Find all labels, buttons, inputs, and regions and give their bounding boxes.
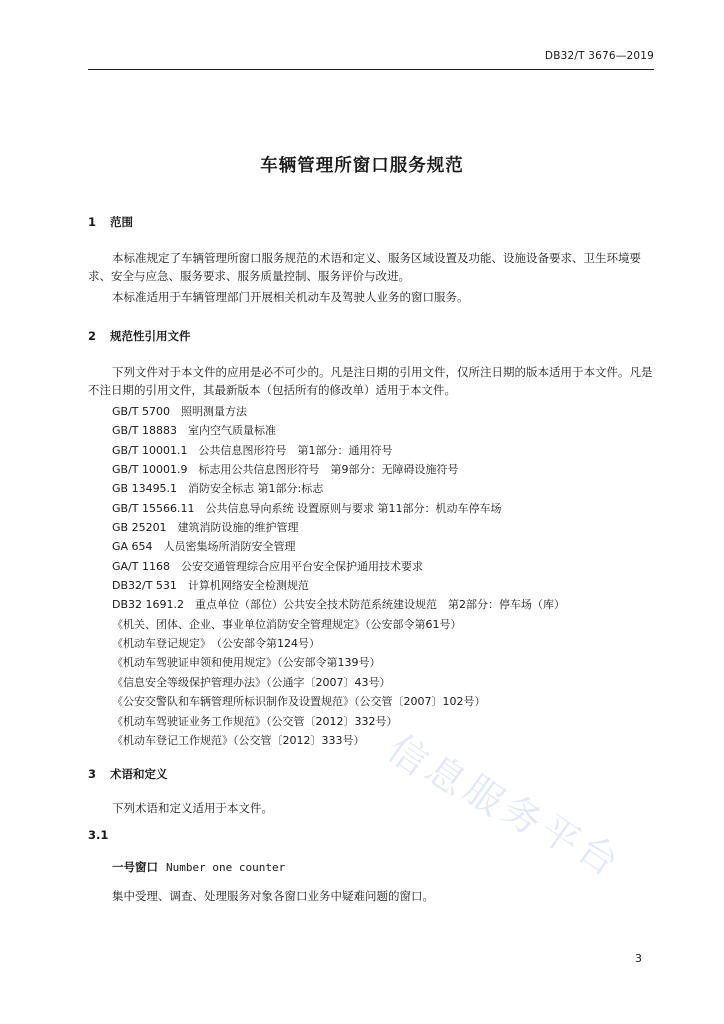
section-1-heading [88,214,133,230]
reference-item: GA 654 人员密集场所消防安全管理 [112,540,296,554]
watermark-glyph: 平 [531,806,589,865]
watermark-glyph: 务 [493,786,551,845]
section-1-paragraph-2: 本标准适用于车辆管理部门开展相关机动车及驾驶人业务的窗口服务。 [112,290,469,304]
term-english: Number one counter [166,861,286,874]
header-rule [88,69,654,70]
watermark-glyph: 信 [379,726,437,785]
reference-item: 《信息安全等级保护管理办法》（公通字〔2007〕43号） [112,675,391,689]
clause-number: 3.1 [88,828,109,842]
watermark-glyph: 台 [569,826,627,885]
watermark-glyph: 息 [417,746,475,805]
reference-item: 《机动车驾驶证业务工作规范》（公交管〔2012〕332号） [112,714,398,728]
reference-item: 《机动车驾驶证申领和使用规定》（公安部令第139号） [112,656,381,670]
reference-item: 《公安交警队和车辆管理所标识制作及设置规范》（公交管〔2007〕102号） [112,695,486,709]
reference-item: GB/T 10001.9 标志用公共信息图形符号 第9部分：无障碍设施符号 [112,463,459,477]
reference-item: GB/T 10001.1 公共信息图形符号 第1部分：通用符号 [112,443,393,457]
reference-item: GB/T 15566.11 公共信息导向系统 设置原则与要求 第11部分：机动车停车场 [112,501,502,515]
reference-item: 《机关、团体、企业、事业单位消防安全管理规定》（公安部令第61号） [112,617,462,631]
section-3-title: 术语和定义 [110,767,168,781]
watermark-glyph: 服 [455,766,513,825]
reference-item: GB 25201 建筑消防设施的维护管理 [112,521,299,535]
section-2-title: 规范性引用文件 [110,329,191,343]
section-2-intro: 下列文件对于本文件的应用是必不可少的。凡是注日期的引用文件，仅所注日期的版本适用于本文件。凡是不注日期的引用文件，其最新版本（包括所有的修改单）适用于本文件。 [88,365,653,397]
page-number: 3 [635,952,642,965]
section-1-paragraph-1: 本标准规定了车辆管理所窗口服务规范的术语和定义、服务区域设置及功能、设施设备要求、卫生环境要求、安全与应急、服务要求、服务质量控制、服务评价与改进。 [88,251,641,283]
reference-item: GA/T 1168 公安交通管理综合应用平台安全保护通用技术要求 [112,559,423,573]
section-2-heading [88,328,191,344]
reference-item: DB32/T 531 计算机网络安全检测规范 [112,579,309,593]
standard-code: DB32/T 3676—2019 [544,50,654,62]
normative-references-list [112,402,565,750]
document-title: 车辆管理所窗口服务规范 [260,156,464,176]
reference-item: DB32 1691.2 重点单位（部位）公共安全技术防范系统建设规范 第2部分：停车场（库） [112,598,565,612]
section-3-intro: 下列术语和定义适用于本文件。 [112,801,273,815]
term-definition: 集中受理、调查、处理服务对象各窗口业务中疑难问题的窗口。 [112,889,434,903]
reference-item: GB/T 18883 室内空气质量标准 [112,424,276,438]
term-heading [112,859,285,875]
term-chinese: 一号窗口 [112,860,158,874]
reference-item: 《机动车登记规定》 （公安部令第124号） [112,637,320,651]
section-3-number: 3 [88,767,97,781]
section-1-number: 1 [88,215,97,229]
section-1-title: 范围 [110,215,134,229]
reference-item: GB/T 5700 照明测量方法 [112,405,247,418]
reference-item: GB 13495.1 消防安全标志 第1部分:标志 [112,482,324,496]
section-3-heading [88,766,168,782]
reference-item: 《机动车登记工作规范》（公交管〔2012〕333号） [112,733,365,747]
section-2-number: 2 [88,329,97,343]
